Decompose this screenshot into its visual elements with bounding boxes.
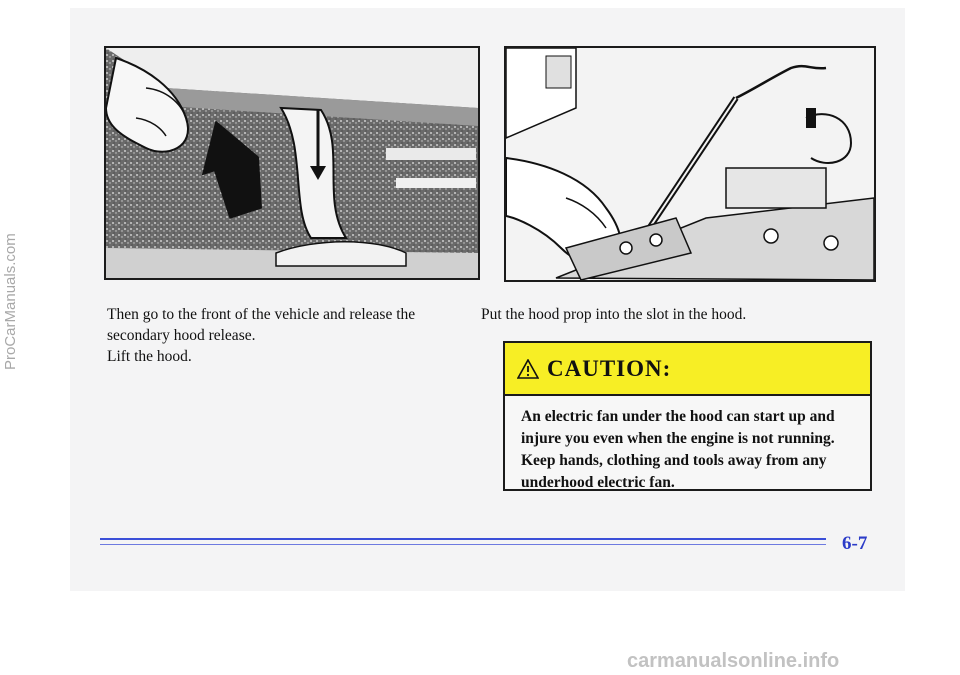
side-watermark: ProCarManuals.com — [2, 233, 19, 370]
footer-rule-thin — [100, 544, 826, 545]
caution-title: CAUTION: — [547, 355, 672, 381]
hood-prop-illustration — [504, 46, 876, 282]
caution-header — [505, 343, 870, 396]
footer-rule — [100, 538, 826, 540]
warning-triangle-icon — [517, 359, 539, 379]
page-number: 6-7 — [842, 533, 868, 554]
step-lift-hood: Lift the hood. — [107, 348, 192, 365]
caution-text: An electric fan under the hood can start up and injure you even when the engine is not running. Keep hands, clothing and tools away from any underhood electric fan. — [521, 408, 835, 491]
step-release-secondary-hood: Then go to the front of the vehicle and release the secondary hood release. — [107, 306, 416, 344]
step-hood-prop: Put the hood prop into the slot in the hood. — [481, 306, 747, 323]
caution-box — [503, 341, 872, 491]
hood-release-illustration — [104, 46, 480, 280]
bottom-watermark: carmanualsonline.info — [627, 650, 840, 672]
